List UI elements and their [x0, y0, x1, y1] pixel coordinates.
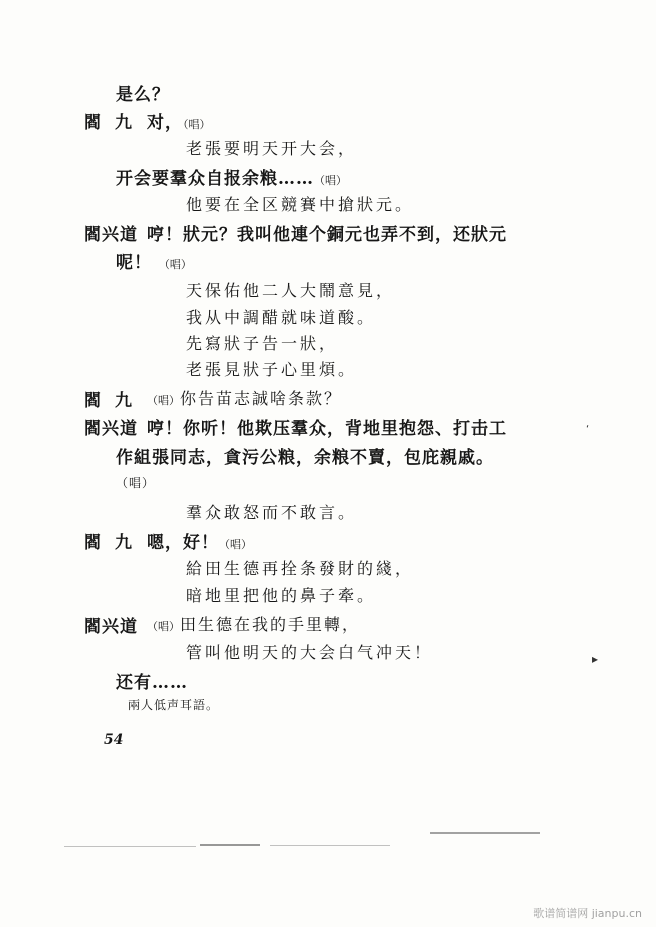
page-number: 54 [104, 732, 124, 748]
dialogue-line [147, 528, 252, 553]
dialogue-line [116, 248, 192, 273]
watermark: 歌谱简谱网 jianpu.cn [533, 907, 642, 920]
sung-verse: 老張要明天开大会， [186, 139, 358, 158]
stage-cue: （唱） [147, 620, 180, 633]
stage-cue: （唱） [158, 258, 192, 271]
dialogue-line: 作組張同志，貪污公粮，余粮不賣，包庇親戚。 [116, 448, 494, 468]
scan-artifact-line [64, 846, 196, 847]
dialogue-text: 你告苗志誠啥条款？ [180, 389, 343, 408]
sung-verse: 我从中調醋就味道酸。 [186, 308, 377, 327]
speaker-name: 閻兴道 [84, 617, 138, 637]
dialogue-text: 对， [147, 113, 183, 133]
dialogue-text: 呢！ [116, 253, 152, 273]
scan-blemish: ▸ [592, 652, 599, 666]
scan-artifact-line [270, 845, 390, 846]
sung-verse: 管叫他明天的大会白气冲天！ [186, 643, 434, 662]
stage-cue: （唱） [183, 118, 211, 131]
speaker-name: 閻兴道 [84, 419, 138, 439]
sung-verse: 他要在全区競賽中搶狀元。 [186, 195, 415, 214]
sung-verse: 天保佑他二人大鬧意見， [186, 281, 396, 300]
dialogue-text: 嗯，好！ [147, 533, 219, 553]
dialogue-text: 开会要羣众自报余粮…… [116, 169, 314, 189]
dialogue-line: 还有…… [116, 673, 188, 693]
sung-verse: 給田生德再拴条發財的綫， [186, 559, 415, 578]
speaker-name: 閻九 [84, 391, 146, 411]
dialogue-line: 哼！狀元？我叫他連个銅元也弄不到，还狀元 [147, 225, 507, 245]
sung-verse: 老張見狀子心里煩。 [186, 360, 358, 379]
sung-verse: 先寫狀子告一狀， [186, 334, 339, 353]
speaker-name: 閻九 [84, 113, 146, 133]
dialogue-line [147, 612, 360, 635]
dialogue-line: 哼！你听！他欺压羣众，背地里抱怨、打击工 [147, 419, 507, 439]
scan-blemish: ‘ [586, 424, 590, 435]
stage-cue: （唱） [314, 174, 347, 187]
dialogue-text: 田生德在我的手里轉， [180, 615, 361, 634]
stage-cue: （唱） [116, 476, 156, 490]
scan-artifact-line [200, 844, 260, 846]
dialogue-line: 是么？ [116, 85, 170, 105]
dialogue-line [116, 164, 347, 189]
stage-direction: 兩人低声耳語。 [128, 698, 220, 712]
dialogue-line [147, 108, 211, 133]
dialogue-line [147, 386, 342, 409]
speaker-name: 閻九 [84, 533, 146, 553]
stage-cue: （唱） [147, 394, 180, 407]
sung-verse: 暗地里把他的鼻子牽。 [186, 586, 377, 605]
scan-artifact-line [430, 832, 540, 834]
speaker-name: 閻兴道 [84, 225, 138, 245]
stage-cue: （唱） [219, 538, 252, 551]
sung-verse: 羣众敢怒而不敢言。 [186, 503, 358, 522]
